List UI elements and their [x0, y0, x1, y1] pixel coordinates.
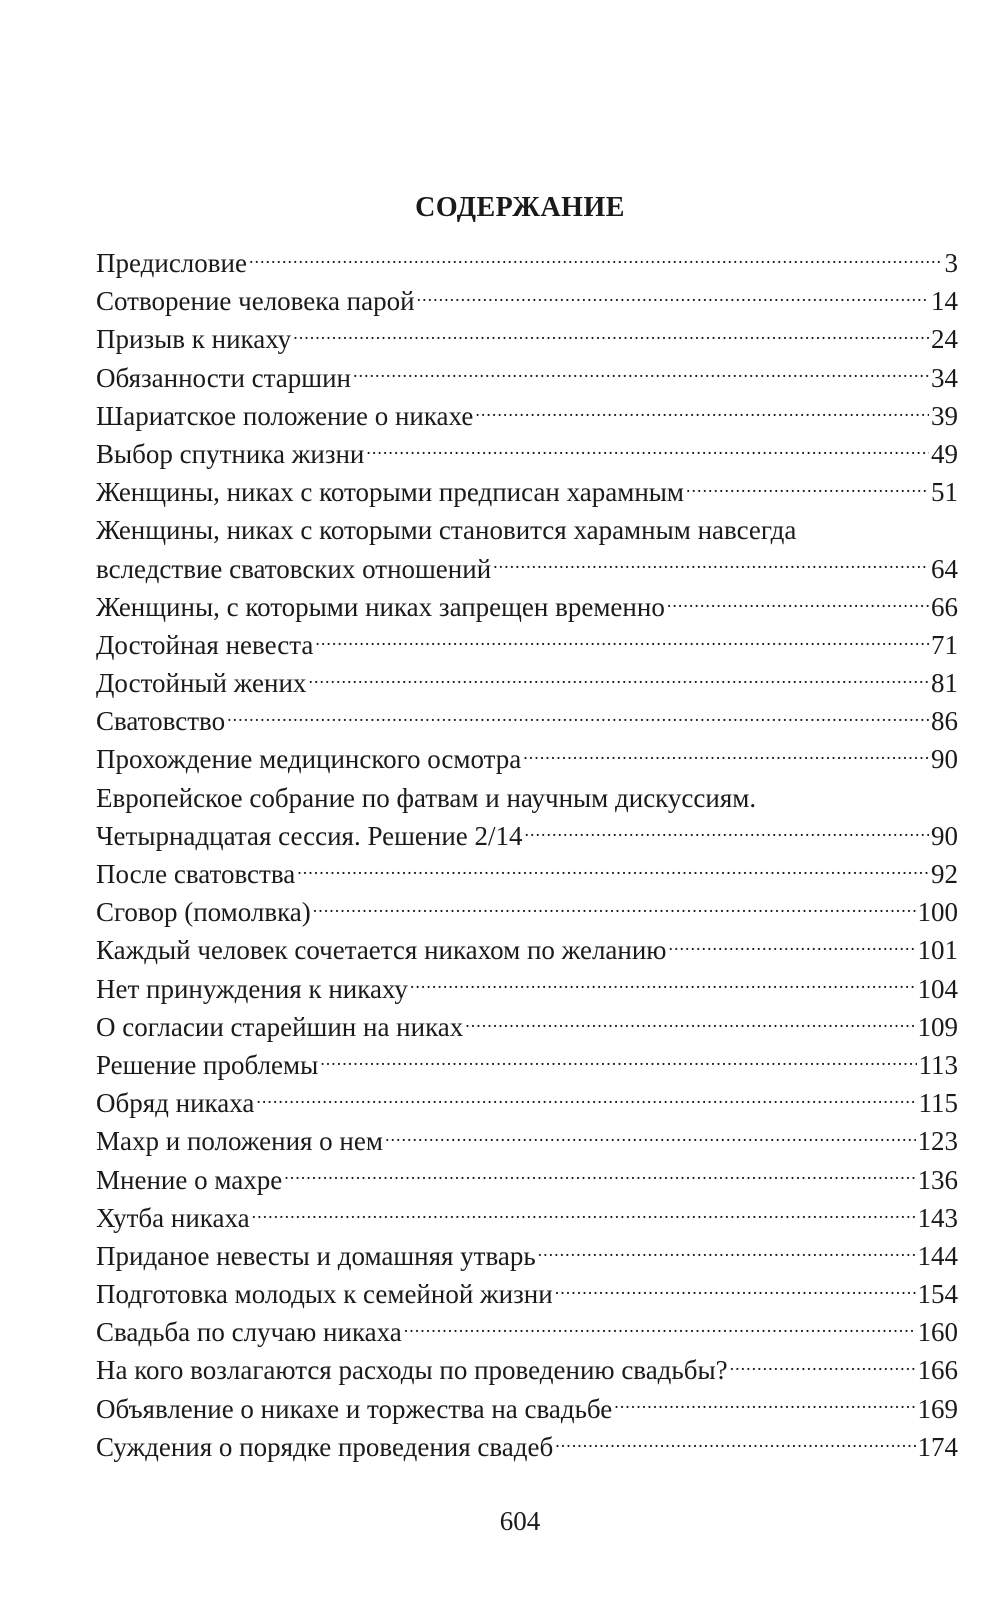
- toc-entry-page-number: 166: [917, 1355, 958, 1386]
- toc-entry-title: Шариатское положение о никахе: [96, 400, 474, 431]
- toc-entry-title: Предисловие: [96, 248, 247, 278]
- toc-entry-page-number: 39: [931, 400, 958, 431]
- toc-entry: [96, 702, 958, 740]
- dot-leader: [353, 360, 929, 387]
- toc-entry: [96, 1008, 958, 1046]
- dot-leader: [284, 1162, 915, 1189]
- toc-entry-page-number: 144: [917, 1240, 958, 1271]
- toc-entry-page-number: 169: [917, 1393, 958, 1424]
- toc-entry-title: Призыв к никаху: [96, 324, 292, 355]
- toc-entry-title: Прохождение медицинского осмотра: [96, 744, 522, 775]
- dot-leader: [525, 818, 929, 845]
- toc-entry: [96, 1351, 958, 1389]
- table-of-contents: [96, 244, 958, 1466]
- toc-entry: [96, 855, 958, 893]
- toc-entry-title: На кого возлагаются расходы по проведению свадьбы?: [96, 1355, 728, 1386]
- toc-entry: [96, 664, 958, 702]
- toc-entry-page-number: 34: [931, 362, 958, 393]
- toc-entry-page-number: 3: [944, 248, 958, 278]
- dot-leader: [308, 665, 929, 692]
- dot-leader: [465, 1009, 915, 1036]
- toc-entry-title: Суждения о порядке проведения свадеб: [96, 1431, 554, 1462]
- toc-entry-page-number: 90: [931, 744, 958, 775]
- toc-entry-page-number: 64: [931, 553, 958, 584]
- toc-entry: [96, 1390, 958, 1428]
- toc-entry-title: Сговор (помолвка): [96, 897, 311, 928]
- toc-entry: [96, 1313, 958, 1351]
- toc-entry-page-number: 154: [917, 1279, 958, 1310]
- toc-entry: [96, 359, 958, 397]
- dot-leader: [555, 1276, 916, 1303]
- toc-entry: [96, 320, 958, 358]
- toc-entry-page-number: 71: [931, 629, 958, 660]
- toc-entry: [96, 244, 958, 282]
- toc-entry-title: Свадьба по случаю никаха: [96, 1317, 402, 1348]
- toc-entry-page-number: 90: [931, 820, 958, 851]
- toc-entry-page-number: 24: [931, 324, 958, 355]
- toc-entry: [96, 970, 958, 1008]
- dot-leader: [313, 894, 916, 921]
- toc-entry-title: Объявление о никахе и торжества на свадьбе: [96, 1393, 613, 1424]
- toc-entry-title: Приданое невесты и домашняя утварь: [96, 1240, 536, 1271]
- dot-leader: [297, 856, 929, 883]
- dot-leader: [404, 1314, 916, 1341]
- toc-entry-title: Решение проблемы: [96, 1049, 319, 1080]
- toc-entry-page-number: 143: [917, 1202, 958, 1233]
- toc-entry: [96, 1161, 958, 1199]
- toc-entry: [96, 779, 958, 855]
- toc-entry: [96, 1428, 958, 1466]
- toc-entry-title: Женщины, никах с которыми предписан харамным: [96, 477, 685, 508]
- dot-leader: [256, 1085, 916, 1112]
- toc-entry-page-number: 49: [931, 438, 958, 469]
- toc-entry-page-number: 92: [931, 859, 958, 890]
- dot-leader: [227, 703, 929, 730]
- toc-entry: [96, 931, 958, 969]
- toc-entry-page-number: 66: [931, 591, 958, 622]
- toc-entry-page-number: 104: [917, 973, 958, 1004]
- dot-leader: [475, 398, 929, 425]
- dot-leader: [385, 1123, 916, 1150]
- toc-entry: [96, 473, 958, 511]
- toc-entry-title: После сватовства: [96, 859, 296, 890]
- toc-entry-title: вследствие сватовских отношений: [96, 553, 492, 584]
- toc-entry-title: Сватовство: [96, 706, 226, 737]
- toc-entry-page-number: 51: [931, 477, 958, 508]
- toc-entry: [96, 397, 958, 435]
- dot-leader: [538, 1238, 916, 1265]
- toc-entry-title-first-line: Европейское собрание по фатвам и научным дискуссиям.: [96, 782, 757, 813]
- toc-entry-page-number: 14: [931, 286, 958, 317]
- toc-entry: [96, 1084, 958, 1122]
- dot-leader: [667, 589, 929, 616]
- dot-leader: [320, 1047, 916, 1074]
- toc-entry-page-number: 160: [917, 1317, 958, 1348]
- toc-entry-title: Хутба никаха: [96, 1202, 250, 1233]
- dot-leader: [293, 321, 929, 348]
- toc-entry-page-number: 86: [931, 706, 958, 737]
- toc-entry: [96, 1122, 958, 1160]
- toc-entry: [96, 1275, 958, 1313]
- toc-entry: [96, 626, 958, 664]
- toc-entry-title: Мнение о махре: [96, 1164, 283, 1195]
- toc-entry-title: Обязанности старшин: [96, 362, 351, 393]
- toc-entry: [96, 893, 958, 931]
- toc-entry: [96, 1046, 958, 1084]
- dot-leader: [686, 474, 929, 501]
- toc-entry: [96, 588, 958, 626]
- toc-entry-page-number: 81: [931, 668, 958, 699]
- page-number: 604: [499, 1506, 541, 1536]
- dot-leader: [730, 1352, 916, 1379]
- dot-leader: [417, 283, 929, 310]
- toc-entry: [96, 1199, 958, 1237]
- toc-entry: [96, 511, 958, 587]
- dot-leader: [493, 551, 929, 578]
- toc-entry-title: Нет принуждения к никаху: [96, 973, 408, 1004]
- toc-entry-title: Сотворение человека парой: [96, 286, 415, 317]
- toc-entry-title: Достойная невеста: [96, 629, 314, 660]
- toc-entry: [96, 740, 958, 778]
- dot-leader: [315, 627, 929, 654]
- toc-entry-page-number: 109: [917, 1011, 958, 1042]
- toc-entry-title: Махр и положения о нем: [96, 1126, 383, 1157]
- toc-entry-title: Каждый человек сочетается никахом по желанию: [96, 935, 667, 966]
- toc-entry-page-number: 123: [917, 1126, 958, 1157]
- toc-entry: [96, 1237, 958, 1275]
- toc-entry-page-number: 101: [917, 935, 958, 966]
- toc-entry: [96, 435, 958, 473]
- dot-leader: [668, 932, 915, 959]
- toc-entry-title: Подготовка молодых к семейной жизни: [96, 1279, 553, 1310]
- dot-leader: [614, 1391, 915, 1418]
- toc-entry-title: Четырнадцатая сессия. Решение 2/14: [96, 820, 523, 851]
- toc-entry-title: Выбор спутника жизни: [96, 438, 365, 469]
- toc-entry-page-number: 100: [917, 897, 958, 928]
- dot-leader: [523, 741, 929, 768]
- toc-entry-page-number: 136: [917, 1164, 958, 1195]
- toc-entry-title: О согласии старейшин на никах: [96, 1011, 464, 1042]
- toc-entry-page-number: 115: [918, 1088, 958, 1119]
- toc-entry-title: Женщины, с которыми никах запрещен временно: [96, 591, 665, 622]
- dot-leader: [555, 1429, 915, 1456]
- dot-leader: [249, 245, 943, 272]
- dot-leader: [252, 1200, 916, 1227]
- toc-entry-title-first-line: Женщины, никах с которыми становится харамным навсегда: [96, 515, 797, 546]
- toc-entry-page-number: 113: [918, 1049, 958, 1080]
- toc-entry-title: Обряд никаха: [96, 1088, 255, 1119]
- dot-leader: [366, 436, 929, 463]
- dot-leader: [410, 971, 916, 998]
- toc-entry-title: Достойный жених: [96, 668, 307, 699]
- toc-entry: [96, 282, 958, 320]
- page-title: СОДЕРЖАНИЕ: [415, 192, 625, 223]
- toc-entry-page-number: 174: [917, 1431, 958, 1462]
